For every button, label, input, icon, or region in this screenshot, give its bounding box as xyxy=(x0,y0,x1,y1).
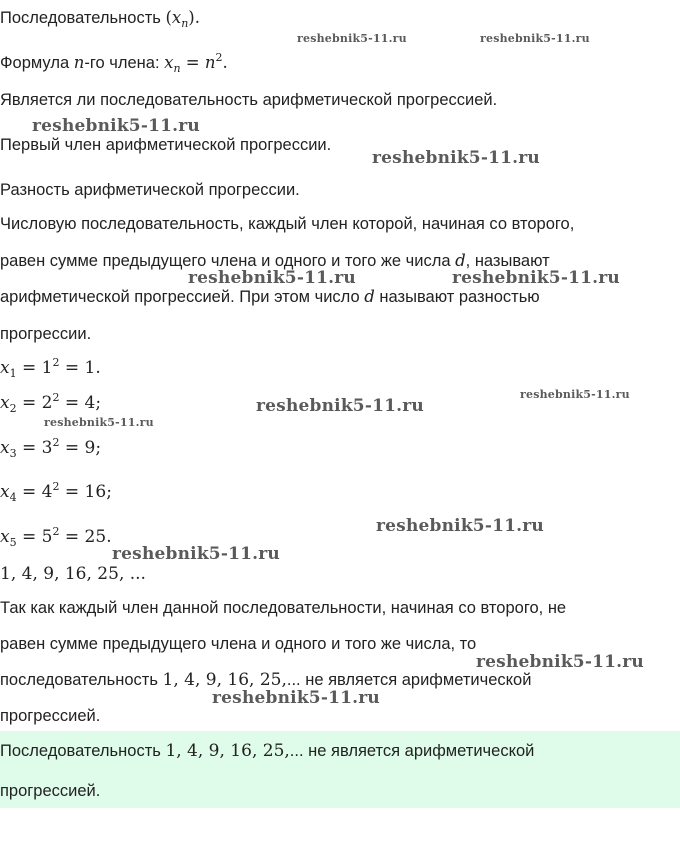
watermark: reshebnik5-11.ru xyxy=(297,32,407,45)
watermark: reshebnik5-11.ru xyxy=(44,416,154,429)
watermark: reshebnik5-11.ru xyxy=(212,688,380,708)
definition-line-1: Числовую последовательность, каждый член которой, начиная со второго, xyxy=(0,215,575,233)
term-line: $x_1 = 1^2 = 1$. xyxy=(0,356,101,380)
term-line: $x_5 = 5^2 = 25$. xyxy=(0,525,112,549)
term-line: $x_2 = 2^2 = 4$; xyxy=(0,391,102,415)
watermark: reshebnik5-11.ru xyxy=(520,388,630,401)
difference-line: Разность арифметической прогрессии. xyxy=(0,181,300,199)
watermark: reshebnik5-11.ru xyxy=(376,516,544,536)
watermark: reshebnik5-11.ru xyxy=(480,32,590,45)
watermark: reshebnik5-11.ru xyxy=(32,116,200,136)
term-line: $x_3 = 3^2 = 9$; xyxy=(0,436,102,460)
definition-line-2: равен сумме предыдущего члена и одного и того же числа d, называют xyxy=(0,251,550,270)
first-term-line: Первый член арифметической прогрессии. xyxy=(0,136,332,154)
answer-line-2: прогрессией. xyxy=(0,782,101,800)
question-line: Является ли последовательность арифметической прогрессией. xyxy=(0,91,498,109)
conclusion-line-3: последовательность 1, 4, 9, 16, 25,... не является арифметической xyxy=(0,670,532,690)
conclusion-line-2: равен сумме предыдущего члена и одного и того же числа, то xyxy=(0,635,477,653)
sequence-title: Последовательность $(x_n)$. xyxy=(0,8,200,30)
watermark: reshebnik5-11.ru xyxy=(452,268,620,288)
watermark: reshebnik5-11.ru xyxy=(188,268,356,288)
watermark: reshebnik5-11.ru xyxy=(372,148,540,168)
sequence-values: 1, 4, 9, 16, 25, ... xyxy=(0,564,146,584)
term-line: $x_4 = 4^2 = 16$; xyxy=(0,480,112,504)
formula-line: Формула n-го члена: $x_n = n^2$. xyxy=(0,51,228,75)
watermark: reshebnik5-11.ru xyxy=(476,652,644,672)
watermark: reshebnik5-11.ru xyxy=(256,396,424,416)
definition-line-3: арифметической прогрессией. При этом число d называют разностью xyxy=(0,287,540,306)
watermark: reshebnik5-11.ru xyxy=(112,544,280,564)
answer-line-1: Последовательность 1, 4, 9, 16, 25,... не является арифметической xyxy=(0,741,535,761)
conclusion-line-4: прогрессией. xyxy=(0,707,101,725)
definition-line-4: прогрессии. xyxy=(0,325,92,343)
conclusion-line-1: Так как каждый член данной последовательности, начиная со второго, не xyxy=(0,599,567,617)
